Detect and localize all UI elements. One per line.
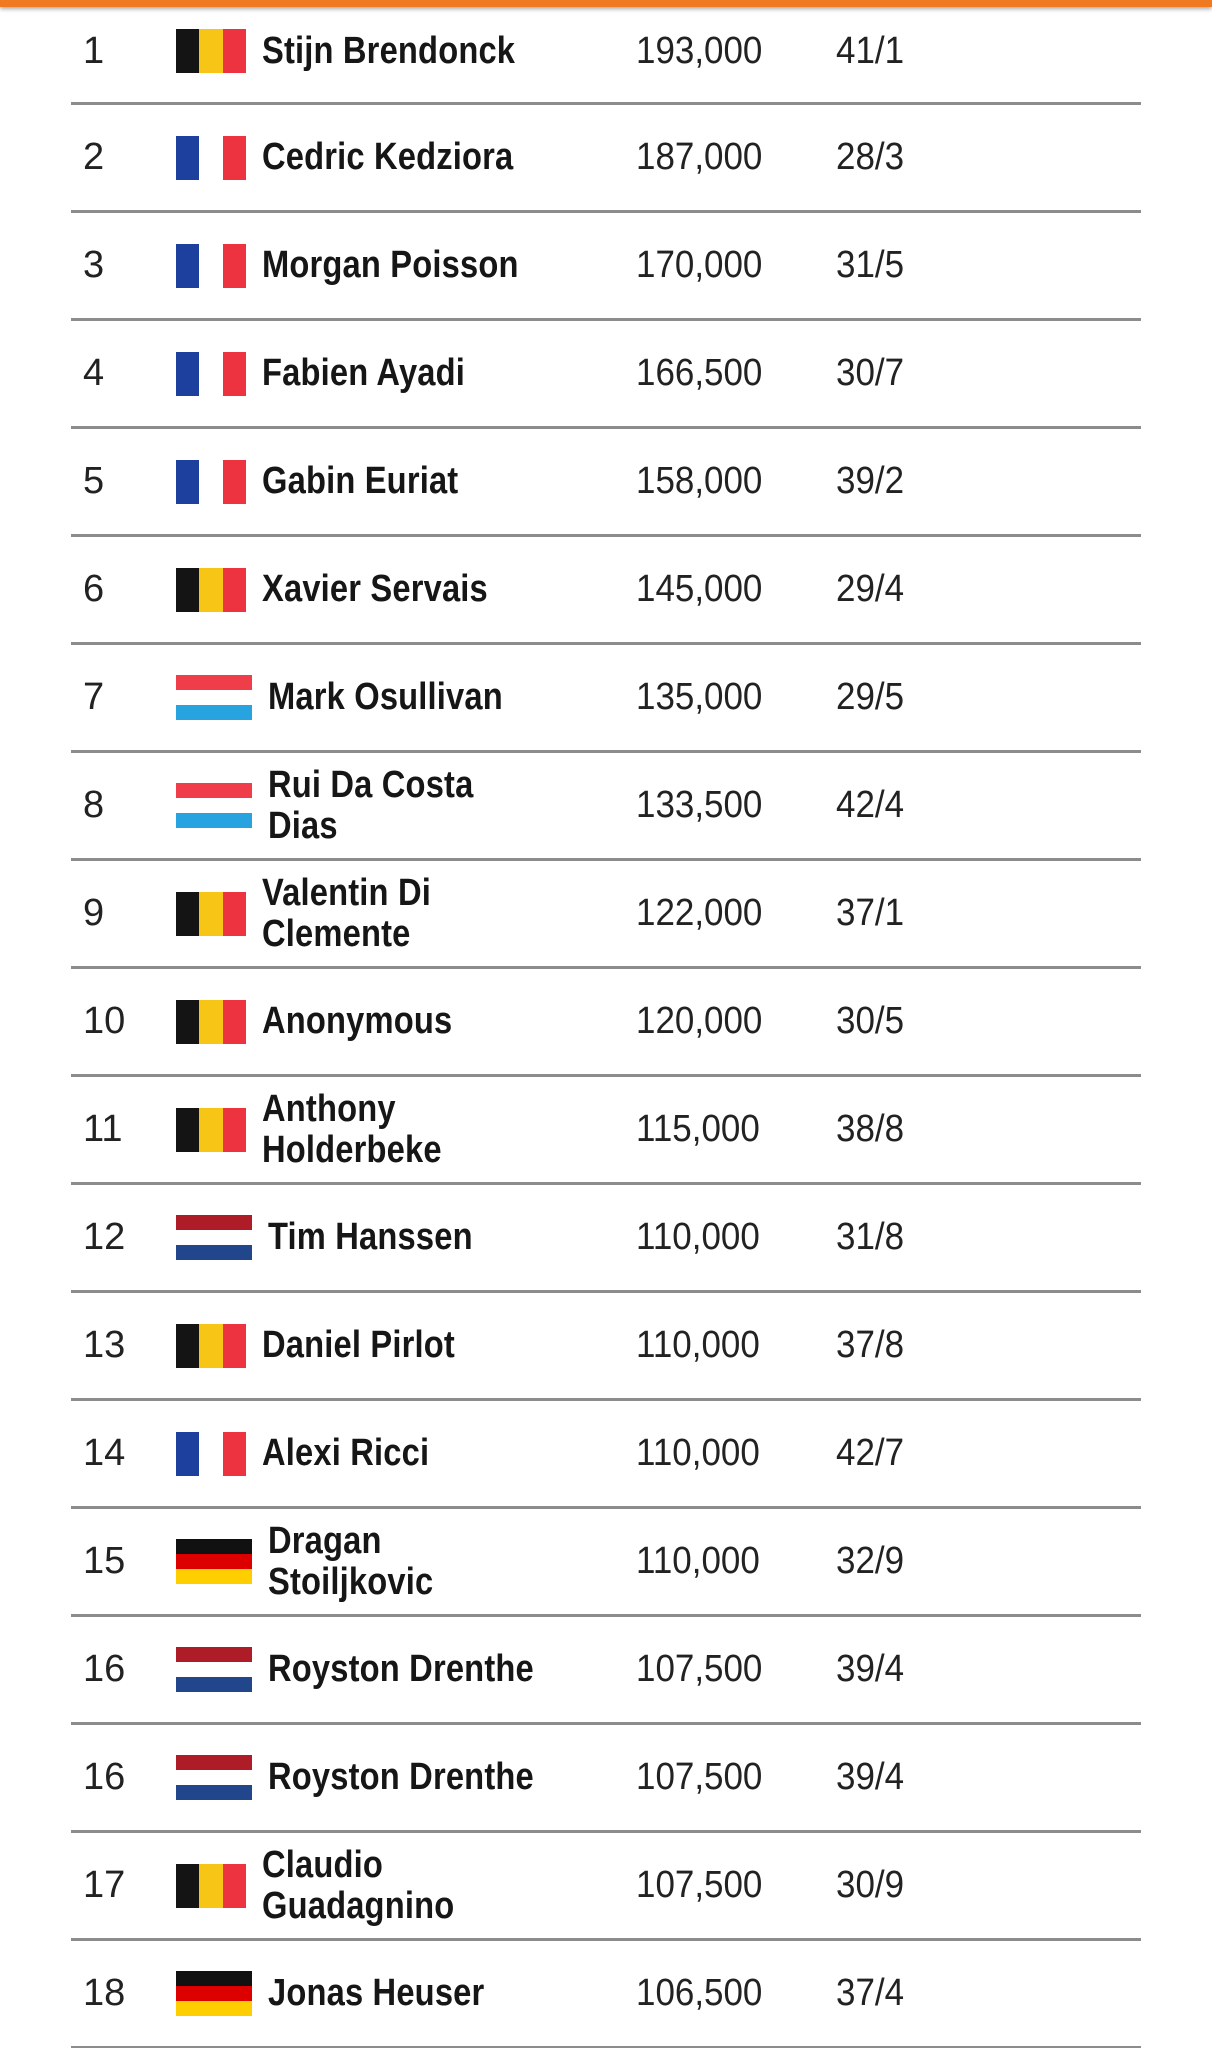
- age-value: 37/4: [836, 1972, 905, 2014]
- player-name: Gabin Euriat: [262, 460, 459, 502]
- player-name: Anthony Holderbeke: [262, 1087, 442, 1171]
- age-value: 30/5: [836, 1000, 905, 1042]
- table-row[interactable]: [71, 1509, 1141, 1617]
- rank-number: 7: [83, 676, 105, 718]
- age-value: 42/7: [836, 1432, 905, 1474]
- table-row[interactable]: [71, 1293, 1141, 1401]
- table-row[interactable]: [71, 753, 1141, 861]
- amount-value: 107,500: [636, 1756, 763, 1798]
- rank-number: 15: [83, 1540, 126, 1582]
- age-value: 37/1: [836, 892, 905, 934]
- belgium-flag-icon: [176, 892, 246, 936]
- amount-value: 187,000: [636, 136, 763, 178]
- amount-value: 170,000: [636, 244, 763, 286]
- table-row[interactable]: [71, 1617, 1141, 1725]
- player-name: Claudio Guadagnino: [262, 1843, 455, 1927]
- amount-value: 135,000: [636, 676, 763, 718]
- player-name: Daniel Pirlot: [262, 1324, 455, 1366]
- player-name: Tim Hanssen: [268, 1216, 473, 1258]
- player-name: Rui Da Costa Dias: [268, 763, 474, 847]
- france-flag-icon: [176, 136, 246, 180]
- amount-value: 145,000: [636, 568, 763, 610]
- france-flag-icon: [176, 244, 246, 288]
- rank-number: 1: [83, 29, 105, 72]
- player-name: Anonymous: [262, 1000, 453, 1042]
- player-name: Mark Osullivan: [268, 676, 503, 718]
- player-name: Dragan Stoiljkovic: [268, 1519, 434, 1603]
- table-row[interactable]: [71, 429, 1141, 537]
- age-value: 29/4: [836, 568, 905, 610]
- amount-value: 110,000: [636, 1216, 760, 1258]
- rank-number: 10: [83, 1000, 126, 1042]
- amount-value: 193,000: [636, 29, 763, 72]
- rank-number: 13: [83, 1324, 126, 1366]
- rank-number: 17: [83, 1864, 126, 1906]
- netherlands-flag-icon: [176, 1215, 252, 1261]
- amount-value: 110,000: [636, 1540, 760, 1582]
- amount-value: 120,000: [636, 1000, 763, 1042]
- age-value: 30/7: [836, 352, 905, 394]
- amount-value: 122,000: [636, 892, 763, 934]
- belgium-flag-icon: [176, 1864, 246, 1908]
- amount-value: 166,500: [636, 352, 763, 394]
- player-name: Fabien Ayadi: [262, 352, 466, 394]
- age-value: 31/5: [836, 244, 905, 286]
- age-value: 30/9: [836, 1864, 905, 1906]
- player-name: Royston Drenthe: [268, 1756, 534, 1798]
- rank-number: 3: [83, 244, 105, 286]
- player-name: Xavier Servais: [262, 568, 488, 610]
- player-name: Stijn Brendonck: [262, 29, 516, 72]
- france-flag-icon: [176, 460, 246, 504]
- table-row[interactable]: [71, 1725, 1141, 1833]
- rank-number: 12: [83, 1216, 126, 1258]
- player-name: Alexi Ricci: [262, 1432, 430, 1474]
- rank-number: 18: [83, 1972, 126, 2014]
- age-value: 28/3: [836, 136, 905, 178]
- germany-flag-icon: [176, 1971, 252, 2017]
- amount-value: 133,500: [636, 784, 763, 826]
- table-row[interactable]: [71, 321, 1141, 429]
- table-row[interactable]: [71, 969, 1141, 1077]
- rank-number: 11: [83, 1108, 123, 1150]
- table-row[interactable]: [71, 1077, 1141, 1185]
- belgium-flag-icon: [176, 29, 246, 73]
- player-name: Royston Drenthe: [268, 1648, 534, 1690]
- amount-value: 158,000: [636, 460, 763, 502]
- netherlands-flag-icon: [176, 1647, 252, 1693]
- table-row[interactable]: [71, 1941, 1141, 2048]
- age-value: 41/1: [836, 29, 905, 72]
- amount-value: 106,500: [636, 1972, 763, 2014]
- rank-number: 16: [83, 1648, 126, 1690]
- rank-number: 6: [83, 568, 105, 610]
- belgium-flag-icon: [176, 1108, 246, 1152]
- amount-value: 115,000: [636, 1108, 760, 1150]
- ranking-table: [71, 0, 1141, 2048]
- amount-value: 110,000: [636, 1324, 760, 1366]
- belgium-flag-icon: [176, 1000, 246, 1044]
- age-value: 37/8: [836, 1324, 905, 1366]
- player-name: Morgan Poisson: [262, 244, 519, 286]
- rank-number: 9: [83, 892, 105, 934]
- belgium-flag-icon: [176, 568, 246, 612]
- table-row[interactable]: [71, 1833, 1141, 1941]
- table-row[interactable]: [71, 213, 1141, 321]
- age-value: 38/8: [836, 1108, 905, 1150]
- rank-number: 5: [83, 460, 105, 502]
- france-flag-icon: [176, 352, 246, 396]
- age-value: 32/9: [836, 1540, 905, 1582]
- table-row[interactable]: [71, 645, 1141, 753]
- table-row[interactable]: [71, 1401, 1141, 1509]
- age-value: 39/4: [836, 1756, 905, 1798]
- table-row[interactable]: [71, 105, 1141, 213]
- table-row[interactable]: [71, 861, 1141, 969]
- table-row[interactable]: [71, 0, 1141, 105]
- amount-value: 110,000: [636, 1432, 760, 1474]
- rank-number: 16: [83, 1756, 126, 1798]
- belgium-flag-icon: [176, 1324, 246, 1368]
- age-value: 29/5: [836, 676, 905, 718]
- amount-value: 107,500: [636, 1648, 763, 1690]
- rank-number: 14: [83, 1432, 126, 1474]
- age-value: 31/8: [836, 1216, 905, 1258]
- france-flag-icon: [176, 1432, 246, 1476]
- germany-flag-icon: [176, 1539, 252, 1585]
- player-name: Valentin Di Clemente: [262, 871, 431, 955]
- player-name: Cedric Kedziora: [262, 136, 514, 178]
- rank-number: 8: [83, 784, 105, 826]
- table-row[interactable]: [71, 1185, 1141, 1293]
- luxembourg-flag-icon: [176, 675, 252, 721]
- netherlands-flag-icon: [176, 1755, 252, 1801]
- rank-number: 4: [83, 352, 105, 394]
- luxembourg-flag-icon: [176, 783, 252, 829]
- rank-number: 2: [83, 136, 105, 178]
- age-value: 42/4: [836, 784, 905, 826]
- age-value: 39/4: [836, 1648, 905, 1690]
- table-row[interactable]: [71, 537, 1141, 645]
- player-name: Jonas Heuser: [268, 1972, 485, 2014]
- age-value: 39/2: [836, 460, 905, 502]
- amount-value: 107,500: [636, 1864, 763, 1906]
